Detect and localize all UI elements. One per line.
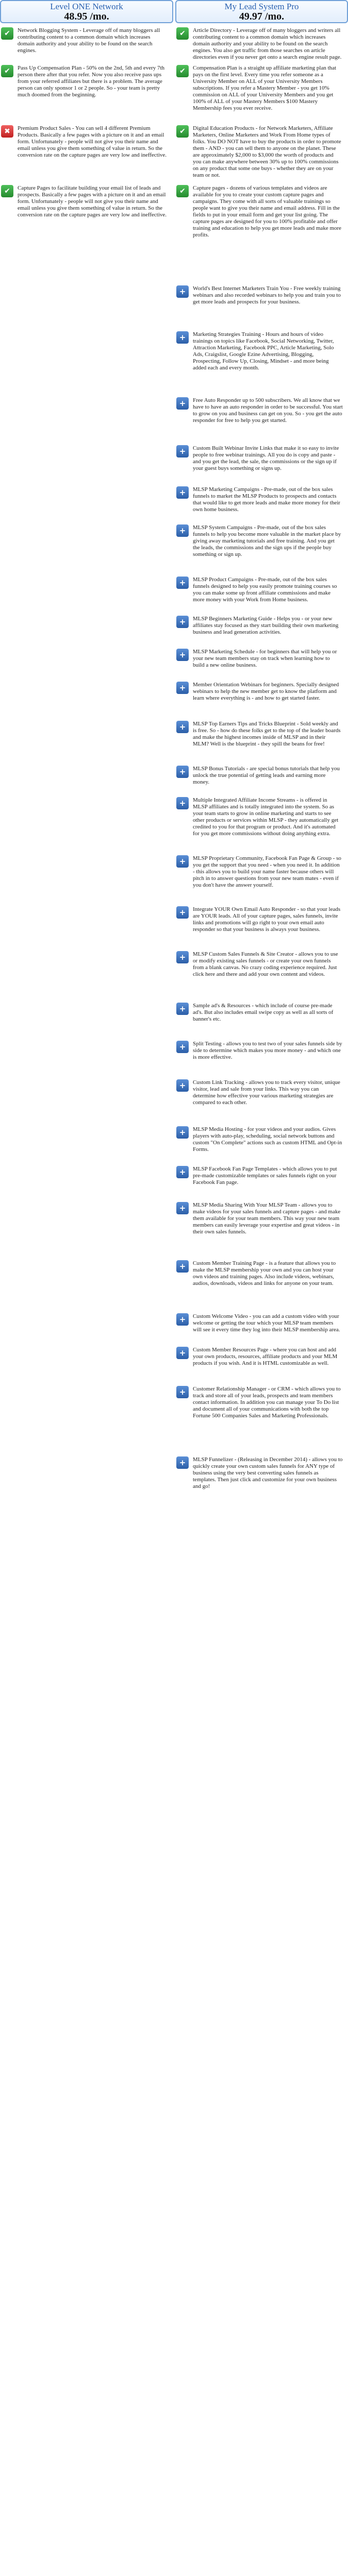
plus-icon: + bbox=[176, 524, 189, 537]
level-one-header bbox=[0, 0, 173, 23]
plan-title: Level ONE Network bbox=[50, 2, 123, 11]
plus-icon: + bbox=[176, 486, 189, 499]
feature-item bbox=[175, 1453, 348, 1490]
feature-item bbox=[175, 182, 348, 239]
feature-item bbox=[175, 852, 348, 889]
feature-item bbox=[175, 483, 348, 513]
feature-item bbox=[175, 1199, 348, 1235]
plus-icon: + bbox=[176, 906, 189, 919]
feature-item bbox=[175, 282, 348, 306]
check-icon: ✔ bbox=[1, 65, 13, 77]
close-icon: ✖ bbox=[1, 125, 13, 138]
feature-text: Network Blogging System - Leverage off of many bloggers all contributing content to a common domain which increases domain authority and your ability to be found on the search engines. bbox=[18, 27, 160, 54]
feature-item bbox=[175, 794, 348, 837]
check-icon: ✔ bbox=[1, 185, 13, 197]
feature-text: Multiple Integrated Affiliate Income Streams - is offered in MLSP affiliates and is totally integrated into the system. So as your team starts to grow in online marketing and starts to see other products or services within MLSP - they automatically get credited to you for that program or product. And it's automated for you get more commissions without doing anything extra. bbox=[193, 797, 339, 837]
feature-item bbox=[175, 762, 348, 786]
feature-item bbox=[175, 1383, 348, 1419]
feature-item bbox=[0, 122, 173, 159]
feature-text: MLSP System Campaigns - Pre-made, out of the box sales funnels to help you become more valuable in the market place by giving away marketing tutorials and free training. And you get the leads, the commissions and the sign ups if the people buy something or sign up. bbox=[193, 524, 341, 557]
level-one-column bbox=[0, 0, 173, 218]
feature-item bbox=[175, 24, 348, 61]
feature-item bbox=[175, 62, 348, 112]
plus-icon: + bbox=[176, 1202, 189, 1214]
feature-item bbox=[175, 1123, 348, 1153]
feature-text: MLSP Proprietary Community, Facebook Fan Page & Group - so you get the support that you need - when you need it. In addition - this allows you to build your name faster because others will pitch in to answer questions from your new team mates - even if you don't have the answer yourself. bbox=[193, 855, 341, 888]
feature-text: Article Directory - Leverage off of many bloggers and writers all contributing content to a common domain which increases domain authority and your ability to be found on the search engines. You also get traffic from those searches on article directories even if you never get onto a search engine result page. bbox=[193, 27, 342, 60]
feature-text: World's Best Internet Marketers Train You - Free weekly training webinars and also recorded webinars to help you and train you to get more leads and prospects for your business. bbox=[193, 285, 341, 305]
feature-text: Custom Built Webinar Invite Links that make it so easy to invite people to free webinar trainings. All you do is copy and paste - and you get the lead, the sale, the commissions or the sign up if your guest buys something or signs up. bbox=[193, 445, 339, 471]
feature-text: MLSP Top Earners Tips and Tricks Blueprint - Sold weekly and is free. So - how do these folks get to the top of the leader boards and make the highest incomes inside of MLSP and in their MLM? Well is the blueprint - they spill the beans for free! bbox=[193, 721, 341, 747]
plus-icon: + bbox=[176, 951, 189, 963]
plus-icon: + bbox=[176, 1041, 189, 1053]
mlsp-column bbox=[175, 0, 348, 1489]
plus-icon: + bbox=[176, 649, 189, 661]
plan-price: 48.95 /mo. bbox=[64, 11, 109, 22]
feature-text: MLSP Facebook Fan Page Templates - which allows you to put pre-made customizable templates or sales funnels right on your Facebook Fan page. bbox=[193, 1166, 337, 1185]
feature-text: Digital Education Products - for Network Marketers, Affiliate Marketers, Online Marketers and Work From Home types of folks. You DO NOT have to buy the products in order to promote them - AND - you can sell them to anyone on the planet. These are approximately $2,000 to $3,000 the worth of products and you can make anywhere between 30% up to 100% commissions on any product that some one buys - whether they are on your team or not. bbox=[193, 125, 341, 178]
plus-icon: + bbox=[176, 1347, 189, 1359]
feature-item bbox=[175, 442, 348, 472]
check-icon: ✔ bbox=[176, 125, 189, 138]
plus-icon: + bbox=[176, 1456, 189, 1469]
feature-text: Custom Welcome Video - you can add a custom video with your welcome or getting the tour which your MLSP team members will see it every time they log into their MLSP membership area. bbox=[193, 1313, 340, 1333]
plus-icon: + bbox=[176, 577, 189, 589]
feature-text: Custom Link Tracking - allows you to track every visitor, unique visitor, lead and sale from your links. This way you can determine how effective your various marketing strategies are compared to each other. bbox=[193, 1079, 340, 1106]
feature-text: Member Orientation Webinars for beginners. Specially designed webinars to help the new member get to know the platform and learn where everything is - and how to get started faster. bbox=[193, 682, 339, 701]
feature-text: MLSP Product Campaigns - Pre-made, out of the box sales funnels designed to help you easily promote training courses so you can make some up front affiliate commissions and make more money with your Work from Home business. bbox=[193, 577, 337, 603]
feature-text: Capture Pages to facilitate building your email list of leads and prospects. Basically a few pages with a picture on it and an email form. Unfortunately - people will not give you their name and email unless you give them something of value in return. So the conversion rate on the capture pages are very low and ineffective. bbox=[18, 185, 167, 218]
feature-item bbox=[175, 679, 348, 702]
plus-icon: + bbox=[176, 1260, 189, 1273]
feature-text: Compensation Plan is a straight up affiliate marketing plan that pays on the first level. Every time you refer someone as a University Member on ALL of your University Members subscriptions. If you refer a Mastery Member - you get 10% commission on ALL of your University Members and you get 100% of ALL of your Mastery Members $100 Mastery Membership fees you ever receive. bbox=[193, 65, 337, 111]
plus-icon: + bbox=[176, 1166, 189, 1178]
feature-text: MLSP Bonus Tutorials - are special bonus tutorials that help you unlock the true potential of getting leads and earning more money. bbox=[193, 766, 340, 785]
feature-text: MLSP Media Sharing With Your MLSP Team - allows you to make videos for your sales funnels and capture pages - and make them available for your team members. This way your new team members can easily leverage your expertise and great videos - in their own sales funnels. bbox=[193, 1202, 341, 1235]
plus-icon: + bbox=[176, 445, 189, 457]
feature-item bbox=[0, 182, 173, 218]
check-icon: ✔ bbox=[1, 27, 13, 40]
feature-text: Premium Product Sales - You can sell 4 different Premium Products. Basically a few pages with a picture on it and an email form. Unfortunately - people will not give you their name and email unless you give them something of value in return. So the conversion rate on the capture pages are very low and ineffective. bbox=[18, 125, 167, 158]
check-icon: ✔ bbox=[176, 185, 189, 197]
feature-item bbox=[175, 1076, 348, 1106]
feature-item bbox=[175, 999, 348, 1023]
feature-item bbox=[0, 24, 173, 54]
plus-icon: + bbox=[176, 1079, 189, 1092]
feature-text: Marketing Strategies Training - Hours and hours of video trainings on topics like Facebook, Social Networking, Twitter, Attraction Marketing, Facebook PPC, Article Marketing, Solo Ads, Craigslist, Google Ezine Advertising, Blogging, Prospecting, Follow Up, Closing, Mindset - and more being added each and every month. bbox=[193, 331, 334, 371]
feature-item bbox=[175, 948, 348, 978]
feature-text: Integrate YOUR Own Email Auto Responder - so that your leads are YOUR leads. All of your capture pages, sales funnels, invite links and promotions will go right to your own email auto responder so that your business is always your business. bbox=[193, 906, 341, 933]
feature-text: MLSP Custom Sales Funnels & Site Creator - allows you to use or modify existing sales funnels - or create your own funnels from a blank canvas. No crazy coding experience required. Just click here and there and add your own content and videos. bbox=[193, 951, 338, 977]
plus-icon: + bbox=[176, 682, 189, 694]
plus-icon: + bbox=[176, 331, 189, 344]
check-icon: ✔ bbox=[176, 65, 189, 77]
plus-icon: + bbox=[176, 721, 189, 733]
feature-item bbox=[175, 646, 348, 669]
feature-text: Customer Relationship Manager - or CRM - which allows you to track and store all of your leads, prospects and team members contact information. In addition you can manage your To Do list and document all of your communications with both the top Fortune 500 Companies Sales and Marketing Professionals. bbox=[193, 1386, 341, 1419]
feature-text: MLSP Beginners Marketing Guide - Helps you - or your new affiliates stay focused as they start building their own marketing business and lead generation activities. bbox=[193, 616, 339, 635]
feature-text: Free Auto Responder up to 500 subscribers. We all know that we have to have an auto responder in order to be successful. You start to grow on you and business can get on you. So - you get the auto responder for free to help you get started. bbox=[193, 397, 343, 423]
plan-title: My Lead System Pro bbox=[224, 2, 299, 11]
check-icon: ✔ bbox=[176, 27, 189, 40]
mlsp-header bbox=[175, 0, 348, 23]
feature-item bbox=[175, 573, 348, 603]
feature-text: Custom Member Resources Page - where you can host and add your own products, resources, affiliate products and your MLM products if you wish. And it is HTML customizable as well. bbox=[193, 1347, 338, 1366]
feature-item bbox=[0, 62, 173, 98]
feature-item bbox=[175, 1163, 348, 1186]
feature-item bbox=[175, 613, 348, 636]
feature-item bbox=[175, 1344, 348, 1367]
feature-item bbox=[175, 1310, 348, 1333]
feature-text: MLSP Funnelizer - (Releasing in December 2014) - allows you to quickly create your own custom sales funnels for ANY type of business using the very best converting sales funnels as templates. Then just click and customize for your own business and go! bbox=[193, 1456, 343, 1489]
plus-icon: + bbox=[176, 397, 189, 410]
plus-icon: + bbox=[176, 1126, 189, 1139]
feature-text: Capture pages - dozens of various templates and videos are available for you to create your custom capture pages and campaigns. They come with all sorts of valuable trainings so people want to give you their name and email address. Fill in the fields to put in your email form and get your list going. The capture pages are designed for you to 100% profitable and offer training and education to help you get more leads and make more profits. bbox=[193, 185, 342, 238]
plan-price: 49.97 /mo. bbox=[239, 11, 285, 22]
plus-icon: + bbox=[176, 1386, 189, 1398]
plus-icon: + bbox=[176, 285, 189, 298]
plus-icon: + bbox=[176, 616, 189, 628]
feature-text: Sample ad's & Resources - which include of course pre-made ad's. But also includes email swipe copy as well as all sorts of banner's etc. bbox=[193, 1003, 334, 1022]
feature-item bbox=[175, 521, 348, 558]
feature-item bbox=[175, 1038, 348, 1061]
feature-text: MLSP Marketing Schedule - for beginners that will help you or your new team members stay on track when learning how to build a new online business. bbox=[193, 649, 337, 668]
plus-icon: + bbox=[176, 797, 189, 809]
feature-item bbox=[175, 394, 348, 424]
feature-item bbox=[175, 1257, 348, 1287]
feature-item bbox=[175, 903, 348, 933]
plus-icon: + bbox=[176, 855, 189, 868]
feature-text: Split Testing - allows you to test two of your sales funnels side by side to determine which makes you more money - and which one is more effective. bbox=[193, 1041, 342, 1060]
feature-text: MLSP Marketing Campaigns - Pre-made, out of the box sales funnels to market the MLSP Products to prospects and contacts that would like to get more leads and make more money for their own home business. bbox=[193, 486, 340, 513]
plus-icon: + bbox=[176, 766, 189, 778]
feature-item bbox=[175, 122, 348, 179]
feature-text: Custom Member Training Page - is a feature that allows you to make the MLSP membership your own and you can host your own videos and training pages. Also include videos, webinars, audios, downloads, videos and links for anyone on your team. bbox=[193, 1260, 336, 1286]
feature-item bbox=[175, 718, 348, 748]
plus-icon: + bbox=[176, 1003, 189, 1015]
feature-item bbox=[175, 328, 348, 371]
feature-text: Pass Up Compensation Plan - 50% on the 2nd, 5th and every 7th person there after that you refer. Now you also receive pass ups from your referred affiliates but there is a problem. The average person can only sponsor 1 or 2 people. So - your team is pretty much doomed from the beginning. bbox=[18, 65, 165, 98]
feature-text: MLSP Media Hosting - for your videos and your audios. Gives players with auto-play, scheduling, social network buttons and custom "On Complete" actions such as custom HTML and Opt-in Forms. bbox=[193, 1126, 342, 1153]
plus-icon: + bbox=[176, 1313, 189, 1326]
